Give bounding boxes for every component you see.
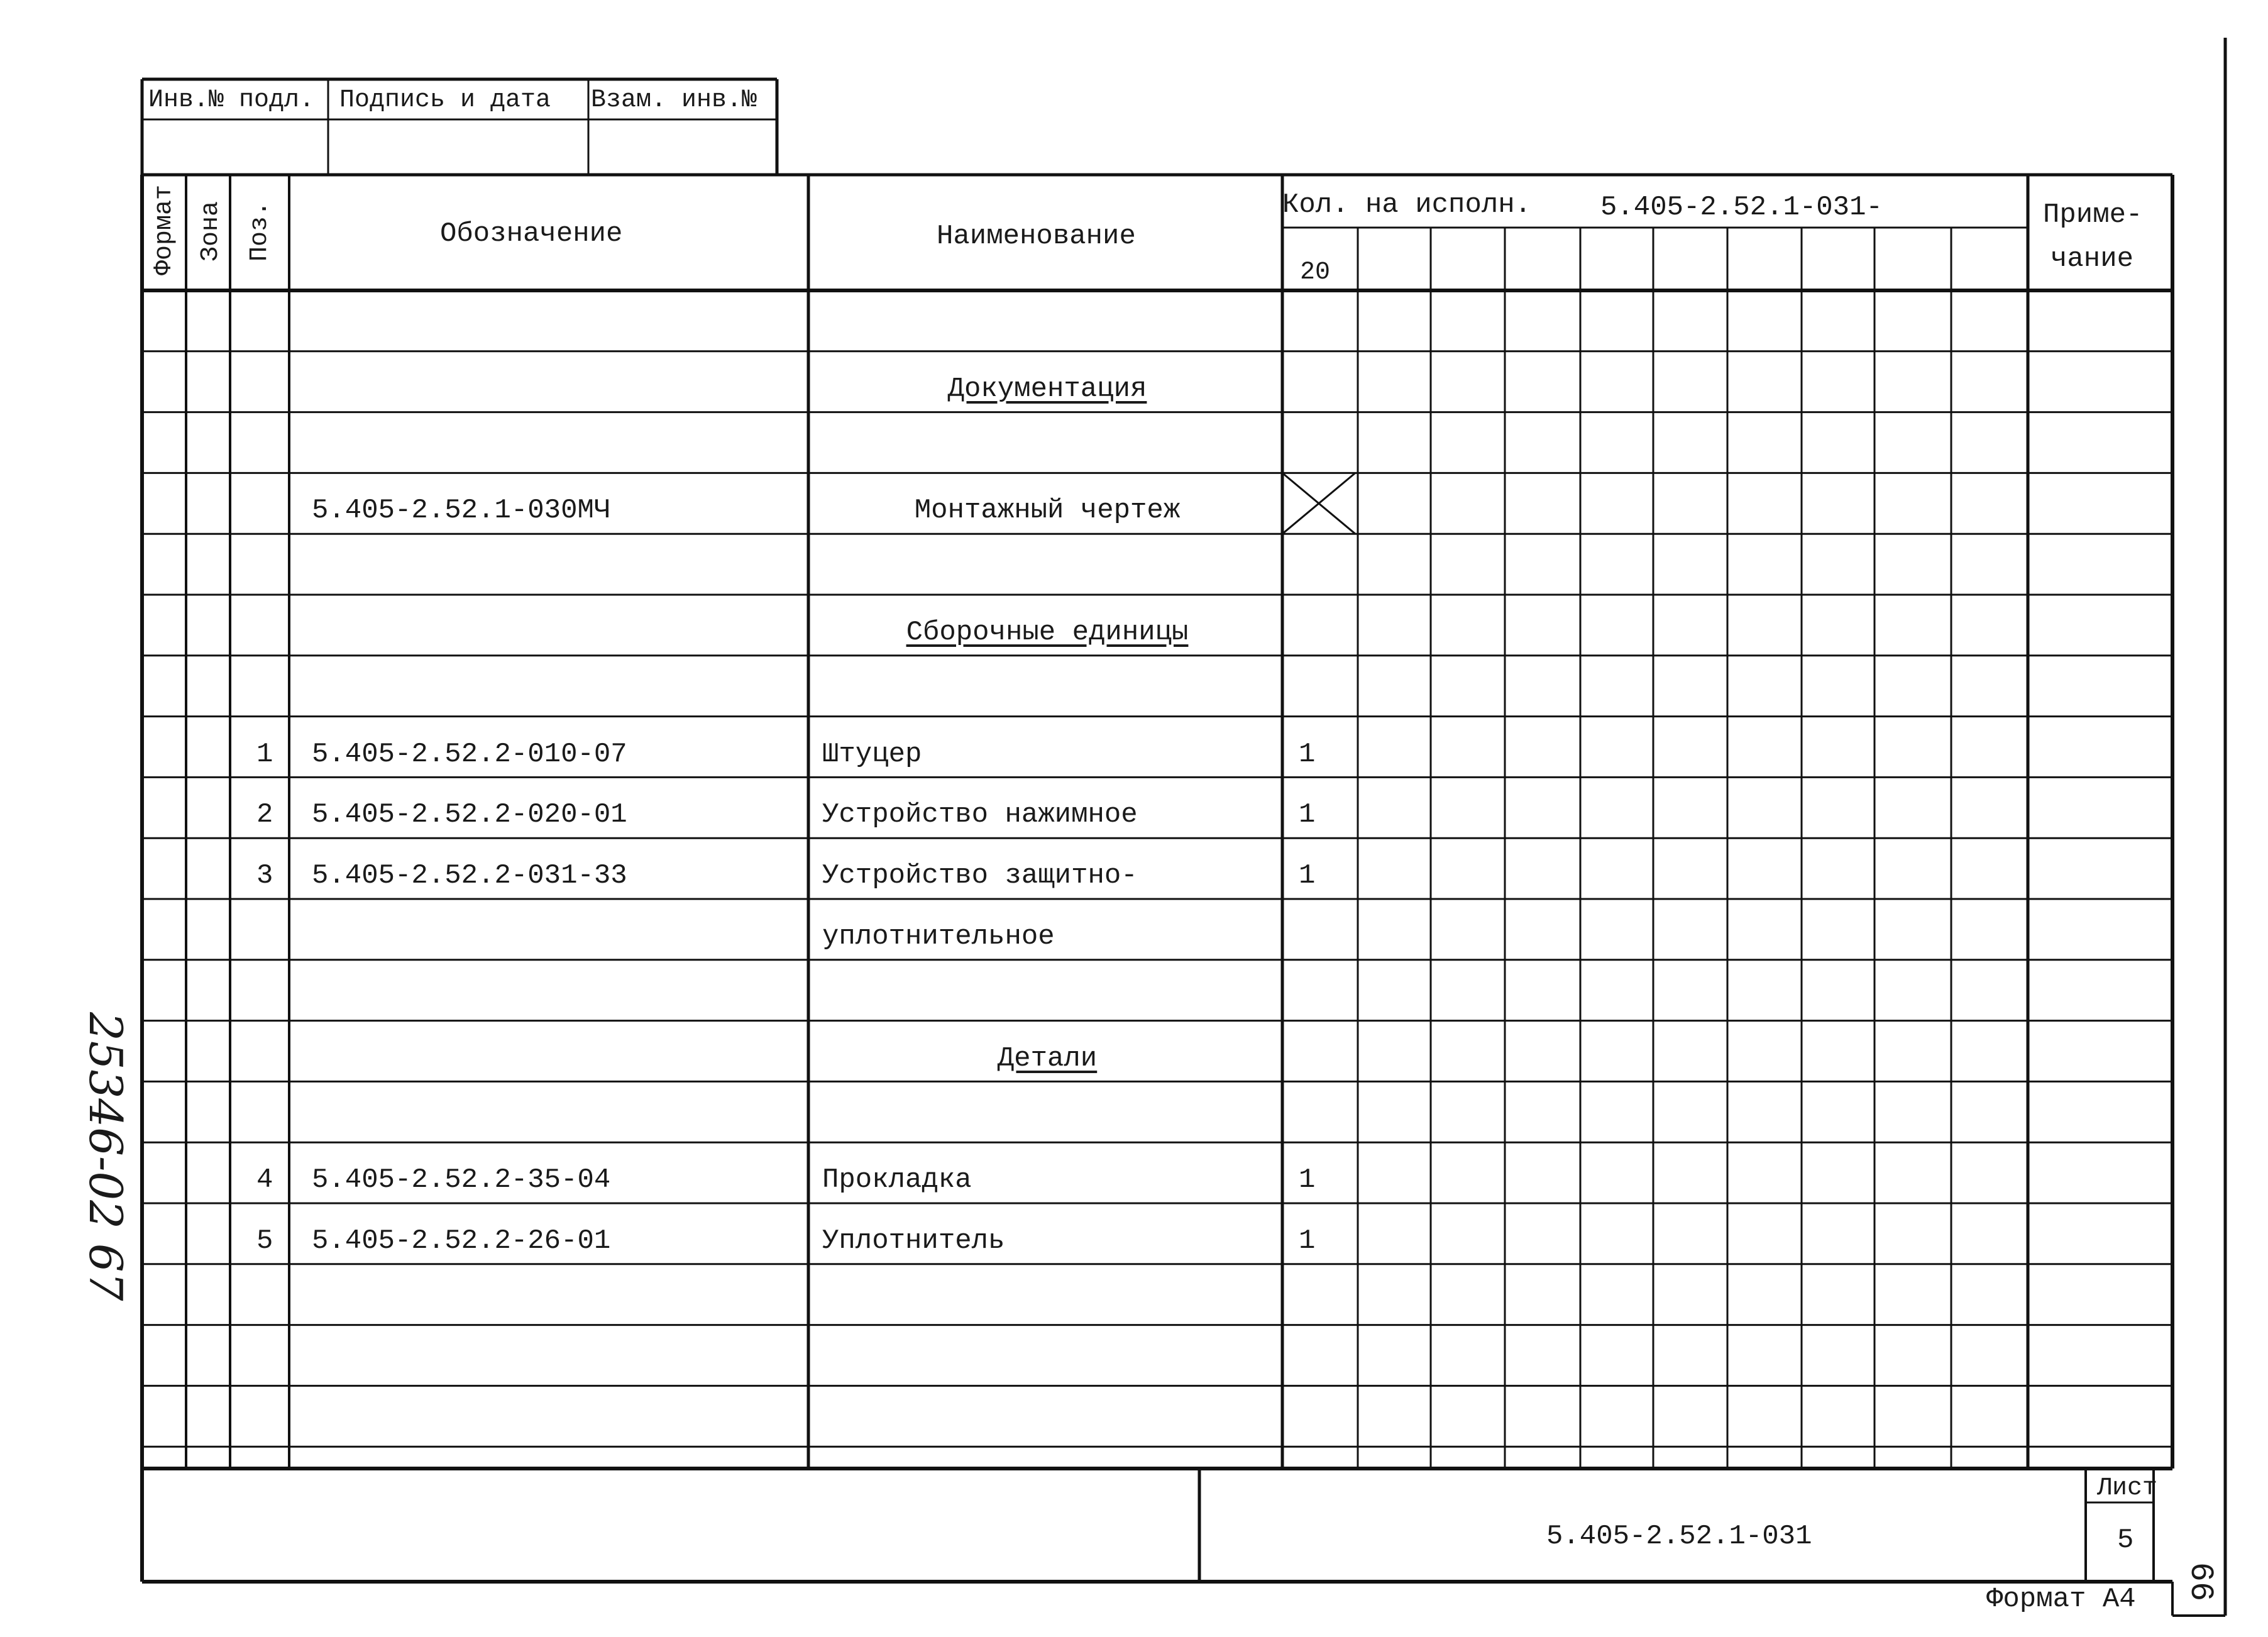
header-primechanie-line1: Приме- (2043, 199, 2143, 231)
stamp-podpis-data-label: Подпись и дата (339, 86, 551, 114)
header-format: Формат (150, 184, 179, 275)
row-name: Уплотнитель (822, 1225, 1005, 1257)
header-poz: Поз. (246, 201, 274, 262)
stamp-vzam-inv-label: Взам. инв.№ (591, 86, 757, 114)
handwritten-archive-number: 25346-02 67 (79, 1012, 132, 1301)
row-designation: 5.405-2.52.2-26-01 (312, 1225, 611, 1257)
header-zona: Зона (197, 201, 225, 262)
row-position: 3 (256, 860, 273, 892)
header-primechanie-line2: чание (2051, 243, 2134, 275)
row-quantity: 1 (1299, 738, 1316, 770)
row-position: 2 (256, 799, 273, 831)
stamp-inv-podl-label: Инв.№ подл. (148, 86, 315, 114)
row-quantity: 1 (1299, 860, 1316, 892)
title-block-list-number: 5 (2117, 1524, 2134, 1556)
row-designation: 5.405-2.52.2-031-33 (312, 860, 627, 892)
row-designation: 5.405-2.52.2-010-07 (312, 738, 627, 770)
row-section-title: Документация (947, 373, 1147, 405)
header-kol-code: 5.405-2.52.1-031- (1600, 192, 1883, 223)
footer-format-a4: Формат А4 (1986, 1584, 2136, 1615)
row-position: 4 (256, 1164, 273, 1196)
header-kol-label: Кол. на исполн. (1282, 189, 1532, 221)
row-designation: 5.405-2.52.1-030МЧ (312, 495, 611, 527)
header-naimenovanie: Наименование (937, 221, 1136, 252)
row-position: 1 (256, 738, 273, 770)
row-quantity: 1 (1299, 1164, 1316, 1196)
row-section-title: Сборочные единицы (906, 617, 1189, 648)
row-name: Штуцер (822, 738, 922, 770)
header-oboznachenie: Обозначение (440, 218, 623, 250)
row-quantity: 1 (1299, 799, 1316, 831)
row-name: Прокладка (822, 1164, 972, 1196)
row-position: 5 (256, 1225, 273, 1257)
row-quantity: 1 (1299, 1225, 1316, 1257)
title-block-list-label: Лист (2097, 1474, 2158, 1502)
footer-page-number: 66 (2182, 1562, 2219, 1602)
row-name: Устройство нажимное (822, 799, 1138, 831)
row-name: Устройство защитно- (822, 860, 1138, 892)
header-kol-variant-20: 20 (1300, 258, 1331, 287)
row-designation: 5.405-2.52.2-020-01 (312, 799, 627, 831)
title-block-document-code: 5.405-2.52.1-031 (1546, 1521, 1812, 1552)
row-name: Монтажный чертеж (914, 495, 1181, 527)
row-section-title: Детали (997, 1042, 1098, 1074)
row-designation: 5.405-2.52.2-35-04 (312, 1164, 611, 1196)
row-name: уплотнительное (822, 921, 1055, 952)
